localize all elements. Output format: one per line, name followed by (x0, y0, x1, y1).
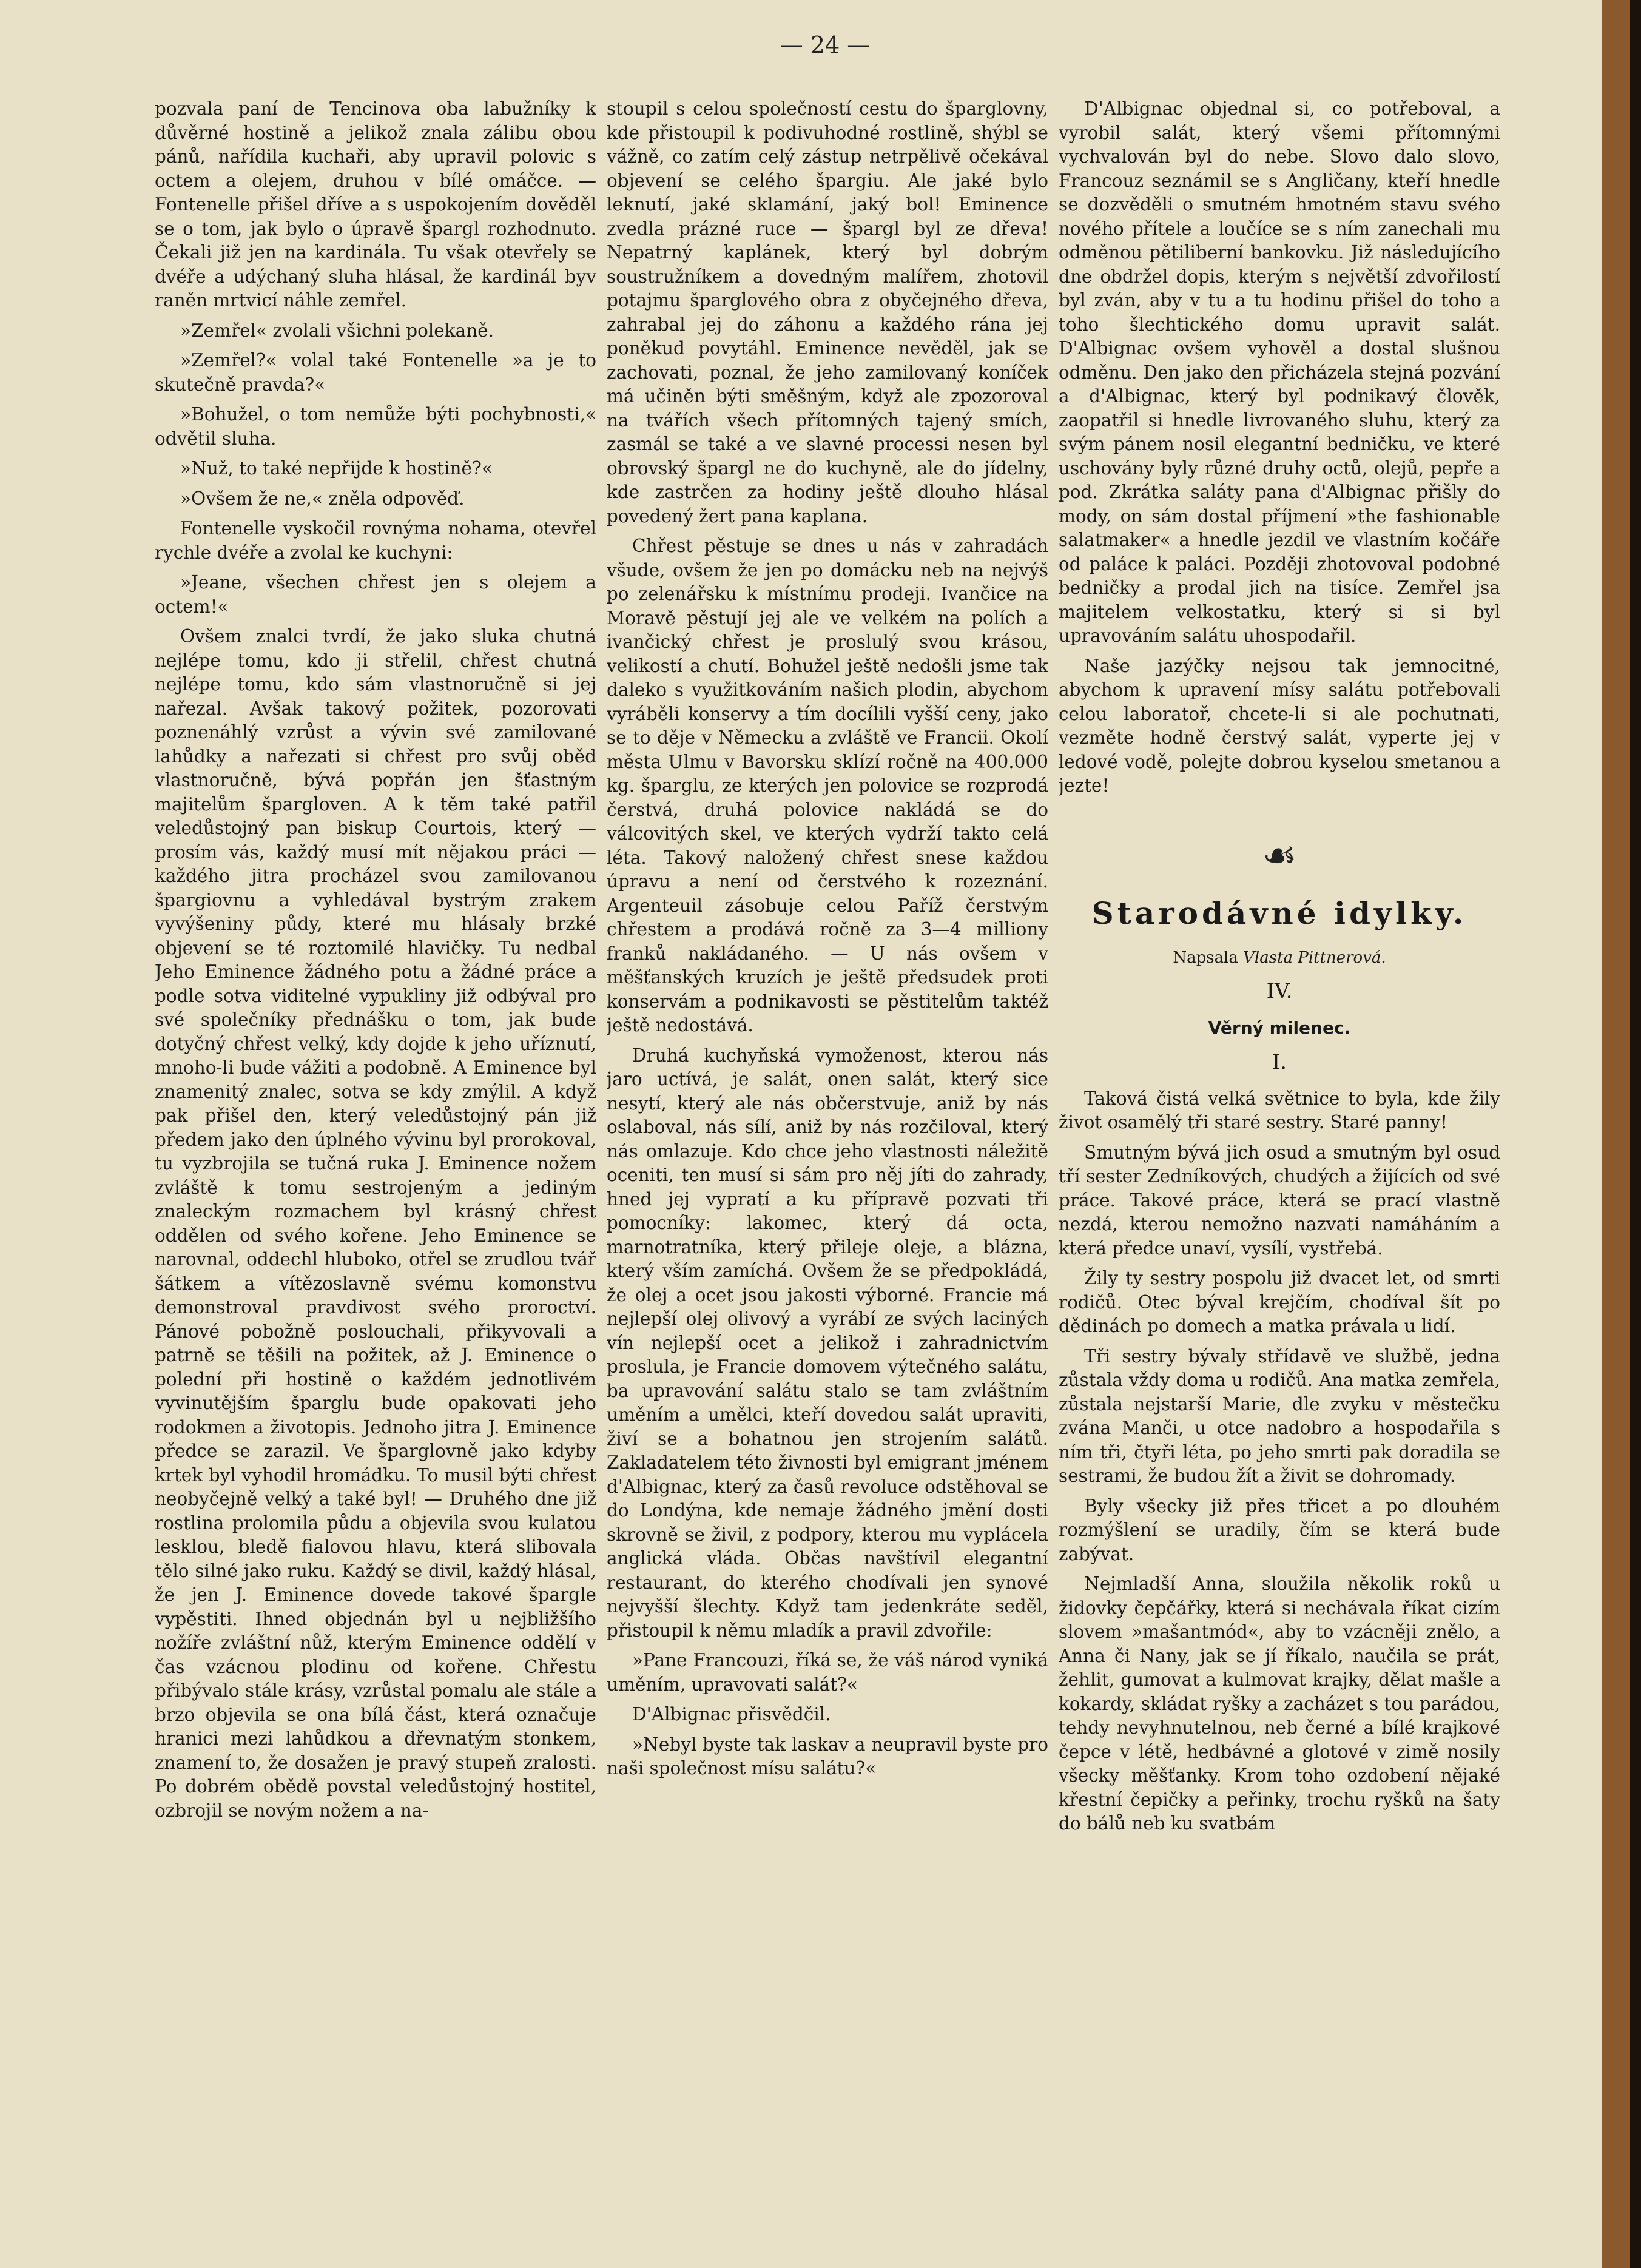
paragraph: »Nuž, to také nepřijde k hostině?« (180, 458, 493, 479)
fleuron-ornament-icon: ☙ (1262, 833, 1297, 878)
paragraph: Chřest pěstuje se dnes u nás v zahradách všude, ovšem že jen po domácku neb na nejvýš po zelenářsku k místnímu prodeji. Ivančice na Moravě pěstují jej ale ve velkém na polích a ivančický chřest je proslulý svou krásou, velikostí a chutí. Bohužel ještě nedošli jsme tak daleko s využitkováním našich plodin, abychom vyráběli konservy a tím docílili vyšší ceny, jako se to děje v Německu a zvláště ve Francii. Okolí města Ulmu v Bavorsku sklízí ročně na 400.000 kg. šparglu, ze kterých jen polovice se rozprodá čerstvá, druhá polovice nakládá se do válcovitých skel, ve kterých vydrží takto celá léta. Takový naložený chřest snese každou úpravu a není od čerstvého k rozeznání. Argenteuil zásobuje celou Paříž čerstvým chřestem a prodává ročně za 3—4 milliony franků nakládaného. — U nás ovšem v měšťanských kruzích je ještě předsudek proti konservám a podnikavosti se pěstitelům taktéž ještě nedostává. (607, 536, 1048, 1035)
paragraph: stoupil s celou společností cestu do šparglovny, kde přistoupil k podivuhodné rostlině, shýbl se vážně, co zatím celý zástup netrpělivě očekával objevení se celého špargiu. Ale jaké bylo leknutí, jaké sklamání, jaký bol! Eminence zvedla prázné ruce — špargl byl ze dřeva! Nepatrný kaplánek, který byl dobrým soustružníkem a dovedným malířem, zhotovil potajmu šparglového obra z obyčejného dřeva, zahrabal jej do záhonu a každého rána jej poněkud povytáhl. Eminence nevěděl, jak se zachovati, poznal, že jeho zamilovaný koníček má učiněn býti směšným, když ale zpozoroval na tvářích všech přítomných tajený smích, zasmál se také a ve slavné processi nesen byl obrovský špargl ne do kuchyně, ale do jídelny, kde zastrčen za hodiny ještě dlouho hlásal povedený žert pana kaplana. (607, 98, 1048, 527)
author-prefix: Napsala (1173, 948, 1238, 967)
paragraph: D'Albignac přisvědčil. (632, 1704, 831, 1725)
paragraph: Smutným bývá jich osud a smutným byl osud tří sester Zedníkových, chudých a žijících od své práce. Takové práce, která se prací vlastně nezdá, kterou nemožno nazvati namáháním a která předce unaví, vysílí, vystřebá. (1059, 1142, 1500, 1259)
paragraph: Byly všecky již přes třicet a po dlouhém rozmýšlení se uradily, čím se která bude zabývat. (1059, 1495, 1500, 1564)
paragraph: Taková čistá velká světnice to byla, kde žily život osamělý tři staré sestry. Staré panny! (1059, 1088, 1500, 1132)
column-right (1059, 97, 1500, 2244)
chapter-title: Věrný milenec. (1208, 1017, 1351, 1038)
paragraph: Naše jazýčky nejsou tak jemnocitné, abychom k upravení mísy salátu potřebovali celou laboratoř, chcete-li si ale pochutnati, vezměte hodně čerstvý salát, vyperte jej v ledové vodě, polejte dobrou kyselou smetanou a jezte! (1059, 655, 1500, 796)
story-author (1059, 946, 1500, 971)
column-left (155, 97, 596, 2244)
paragraph: Ovšem znalci tvrdí, že jako sluka chutná nejlépe tomu, kdo ji střelil, chřest chutná nejlépe tomu, kdo sám vlastnoručně si jej nařezal. Avšak takový požitek, pozorovati poznenáhlý vzrůst a vývin své zamilované lahůdky a nařezati si chřest pro svůj oběd vlastnoručně, bývá popřán jen šťastným majitelům špargloven. A k těm také patřil veledůstojný pan biskup Courtois, který — prosím vás, každý musí mít nějakou práci — každého jitra procházel svou zamilovanou špargiovnu a vyhledával bystrým zrakem vyvýšeniny půdy, které mu hlásaly brzké objevení se té roztomilé hlavičky. Tu nedbal Jeho Eminence žádného potu a žádné práce a podle sotva viditelné vypukliny již odbýval pro své společníky přednášku o tom, jak bude dotyčný chřest velký, kdy dojde k jeho uříznutí, mnoho-li bude vážiti a podobně. A Eminence byl znamenitý znalec, sotva se kdy zmýlil. A když pak přišel den, který veledůstojný pán již předem jako den úplného vývinu byl prorokoval, tu vyzbrojila se tučná ruka J. Eminence nožem zvláště k tomu sestrojeným a jediným znaleckým rozmachem byl krásný chřest oddělen od svého kořene. Jeho Eminence se narovnal, oddechl hluboko, otřel se zrudlou tvář šátkem a vítězoslavně svému komonstvu demonstroval pravdivost svého proroctví. Pánové pobožně poslouchali, přikyvovali a patrně se těšili na požitek, až J. Eminence o polední při hostině o každém jednotlivém vyvinutějším šparglu bude opakovati jeho rodokmen a životopis. Jednoho jitra J. Eminence předce se zarazil. Ve šparglovně jako kdyby krtek byl vyhodil hromádku. To musil býti chřest neobyčejně velký a také byl! — Druhého dne již rostlina prolomila půdu a objevila svou kulatou lesklou, bledě fialovou hlavu, která slibovala tělo silné jako ruku. Každý se divil, každý hlásal, že jen J. Eminence dovede takové špargle vypěstiti. Ihned objednán byl u nejbližšího nožíře zvláštní nůž, kterým Eminence oddělí v čas vzácnou plodinu od kořene. Chřestu přibývalo stále krásy, vzrůstal pomalu ale stále a brzo objevila se ona bílá část, která označuje hranici mezi lahůdkou a dřevnatým stonkem, znamení to, že dosažen je pravý stupeň zralosti. Po dobrém obědě povstal veledůstojný hostitel, ozbrojil se novým nožem a na- (155, 626, 596, 1821)
paragraph: »Ovšem že ne,« zněla odpověď. (180, 488, 465, 509)
paragraph: pozvala paní de Tencinova oba labužníky k důvěrné hostině a jelikož znala zálibu obou pánů, nařídila kuchaři, aby upravil polovic s octem a olejem, druhou v bílé omáčce. — Fontenelle přišel dříve a s uspokojením dověděl se o tom, jak bylo o úpravě špargl rozhodnuto. Čekali již jen na kardinála. Tu však otevřely se dvéře a udýchaný sluha hlásal, že kardinál byv raněn mrtvicí náhle zemřel. (155, 98, 596, 311)
paragraph: »Zemřel« zvolali všichni polekaně. (180, 320, 494, 341)
paragraph: »Nebyl byste tak laskav a neupravil byste pro naši společnost mísu salátu?« (607, 1734, 1048, 1778)
story-title: Starodávné idylky. (1091, 895, 1467, 931)
paragraph: »Jeane, všechen chřest jen s olejem a octem!« (155, 572, 596, 617)
paragraph: Tři sestry bývaly střídavě ve službě, jedna zůstala vždy doma u rodičů. Ana matka zemřela, zůstala nejstarší Marie, dle zvyku v městečku zvána Manči, u otce nadobro a hospodařila s ním tři, čtyři léta, po jeho smrti pak doradila se sestrami, že budou žít a živit se dohromady. (1059, 1345, 1500, 1486)
section-number: I. (1272, 1050, 1287, 1074)
binding-shadow (1630, 0, 1641, 2268)
paragraph: D'Albignac objednal si, co potřeboval, a vyrobil salát, který všemi přítomnými vychvalován byl do nebe. Slovo dalo slovo, Francouz seznámil se s Angličany, kteří hnedle se dozvěděli o smutném hmotném stavu svého nového přítele a loučíce se s ním zanechali mu odměnou pětiliberní bankovku. Již následujícího dne obdržel dopis, kterým s největší zdvořilostí byl zván, aby v tu a tu hodinu přišel do toho a toho šlechtického domu upravit salát. D'Albignac ovšem vyhověl a dostal slušnou odměnu. Den jako den přicházela stejná pozvání a d'Albignac, který byl podnikavý člověk, zaopatřil si hnedle livrovaného sluhu, který za svým pánem nosil elegantní bedničku, ve které uschovány byly různé druhy octů, olejů, pepře a pod. Zkrátka saláty pana d'Albignac přišly do mody, on sám dostal příjmení »the fashionable salatmaker« a hnedle jezdil ve vlastním kočáře od paláce k paláci. Později zhotovoval podobné bedničky a prodal jich na tisíce. Zemřel jsa majitelem velkostatku, který si si byl upravováním salátu uhospodařil. (1059, 98, 1500, 646)
paragraph: Nejmladší Anna, sloužila několik roků u židovky čepčářky, která si nechávala říkat cizím slovem »mašantmód«, aby to vzácněji znělo, a Anna či Nany, jak se jí říkalo, naučila se prát, žehlit, gumovat a kulmovat krajky, dělat mašle a kokardy, skládat ryšky a zacházet s tou parádou, tehdy nevyhnutelnou, neb černé a bílé krajkové čepce v létě, hedbávné a glotové v zimě nosily všecky měšťanky. Krom toho ozdobení nějaké křestní čepičky a peřinky, trochu ryšků na šaty do bálů neb ku svatbám (1059, 1573, 1500, 1834)
paragraph: Druhá kuchyňská vymoženost, kterou nás jaro uctívá, je salát, onen salát, který sice nesytí, který ale nás občerstvuje, aniž by nás oslaboval, nás sílí, aniž by nás rozčiloval, který nás omlazuje. Kdo chce jeho vlastnosti náležitě oceniti, ten musí si sám pro něj jíti do zahrady, hned jej vypratí a ku přípravě pozvati tři pomocníky: lakomec, který dá octa, marnotratníka, který přileje oleje, a blázna, který vším zamíchá. Ovšem že se předpokládá, že olej a ocet jsou jakosti výborné. Francie má nejlepší olej olivový a vyrábí ze svých laciných vín nejlepší ocet a jelikož i zahradnictvím proslula, je Francie domovem výtečného salátu, ba upravování salátu stalo se tam zvláštním uměním a umělci, kteří dovedou salát upraviti, živí se a bohatnou jen strojením salátů. Zakladatelem této živnosti byl emigrant jménem d'Albignac, který za časů revoluce odstěhoval se do Londýna, kde nemaje žádného jmění dosti skrovně se živil, z podpory, kterou mu vyplácela anglická vláda. Občas navštívil elegantní restaurant, do kterého chodívali jen synové nejvyšší šlechty. Když tam jedenkráte seděl, přistoupil k němu mladík a pravil zdvořile: (607, 1045, 1048, 1641)
column-middle (607, 97, 1048, 2244)
paragraph: Žily ty sestry pospolu již dvacet let, od smrti rodičů. Otec býval krejčím, chodíval šít po dědinách po domech a matka právala u lidí. (1059, 1268, 1500, 1336)
paragraph: »Bohužel, o tom nemůže býti pochybnosti,« odvětil sluha. (155, 404, 596, 449)
paragraph: »Zemřel?« volal také Fontenelle »a je to skutečně pravda?« (155, 350, 596, 395)
page-number: — 24 — (780, 32, 871, 58)
paragraph: »Pane Francouzi, říká se, že váš národ vyniká uměním, upravovati salát?« (607, 1650, 1048, 1695)
author-name: Vlasta Pittnerová. (1243, 948, 1386, 967)
paragraph: Fontenelle vyskočil rovnýma nohama, otevřel rychle dvéře a zvolal ke kuchyni: (155, 518, 596, 563)
story-part-number: IV. (1266, 979, 1293, 1003)
